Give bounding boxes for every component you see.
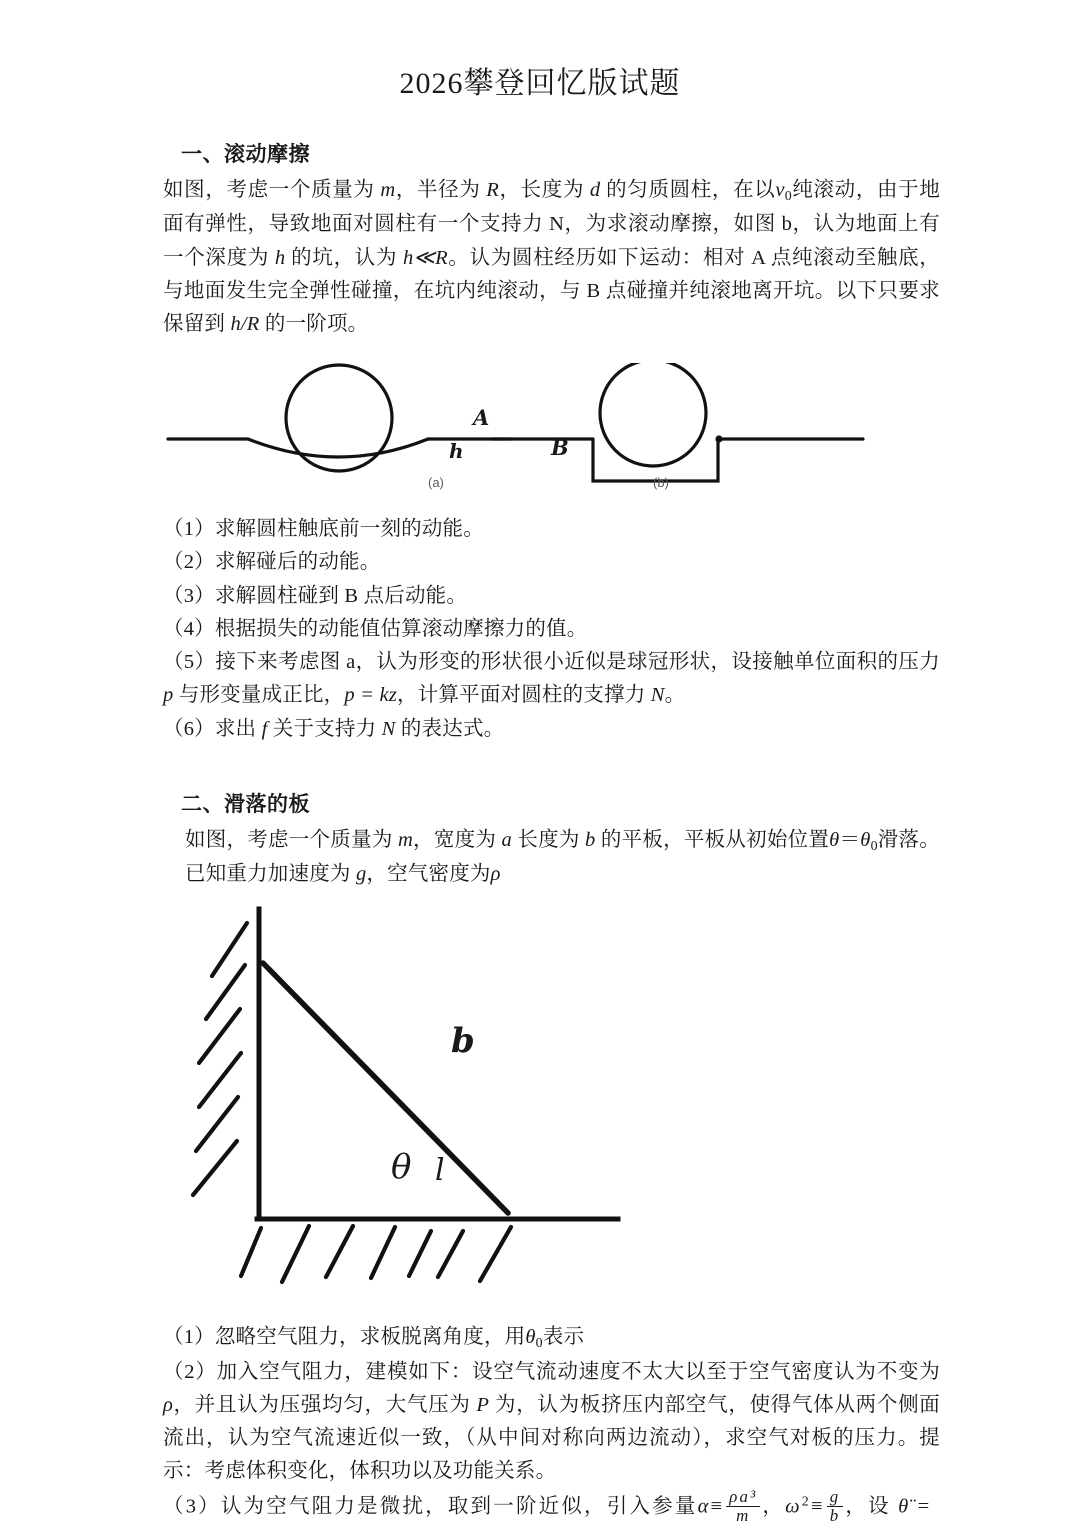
- var-theta-double-dot: θ̈: [898, 1495, 911, 1518]
- question-1-6: [163, 713, 940, 746]
- var-v0: v: [775, 179, 785, 201]
- var-rho: ρ: [490, 863, 501, 886]
- var-m-plate: m: [397, 828, 413, 851]
- q2-3-comma-1: ，: [762, 1495, 786, 1518]
- s1-text-2: ，半径为: [395, 179, 487, 201]
- var-theta: θ: [829, 828, 840, 851]
- section-heading-sliding-plate: 二、滑落的板: [181, 791, 310, 816]
- equiv-sign-1: ≡: [710, 1495, 725, 1518]
- s2-text-4: 的平板，平板从初始位置: [595, 828, 830, 851]
- s1-text-3: ，长度为: [499, 179, 590, 201]
- question-2-1: [163, 1321, 940, 1355]
- var-theta0-q1: θ: [525, 1326, 536, 1349]
- s1-text-5: 纯滚动，由于地面有弹性，导致地面对圆柱有一个支持力: [163, 179, 941, 236]
- document-body: [0, 138, 1080, 1526]
- question-2-3: [163, 1486, 940, 1526]
- var-theta0: θ: [860, 828, 871, 851]
- var-N-force: N: [381, 717, 396, 740]
- var-theta0-q1-subscript: 0: [535, 1336, 543, 1352]
- q5-text-a: （5）接下来考虑图 a，认为形变的形状很小近似是球冠形状，设接触单位面积的压力: [163, 651, 940, 674]
- figure-rolling-friction: [163, 363, 940, 513]
- section-heading-rolling-friction: 一、滚动摩擦: [181, 142, 310, 166]
- figure-label-b-length: b: [451, 1021, 475, 1062]
- var-b-length: b: [584, 828, 596, 851]
- var-N: N: [549, 213, 565, 236]
- figure-label-A: A: [473, 405, 490, 431]
- s1-text-4: 的匀质圆柱，在以: [600, 179, 776, 201]
- s2-text-2: ，宽度为: [413, 828, 502, 851]
- fraction-denominator-2: b: [829, 1505, 841, 1525]
- figure-caption-a: (a): [428, 475, 444, 491]
- q2-2-text-c: 为，认为板挤压内部空气，使得气体从两个侧面流出，认为空气流速近似一致，（从中间对称向两边流动），求空气对板的压力。提示：考虑体积变化，体积功以及功能关系。: [163, 1394, 940, 1483]
- var-omega: ω: [785, 1495, 802, 1518]
- figure-label-B: B: [551, 435, 569, 461]
- var-theta0-subscript: 0: [870, 838, 878, 854]
- var-g: g: [355, 863, 367, 886]
- q5-text-d: 。: [664, 684, 686, 707]
- var-h-over-R: h/R: [230, 313, 260, 336]
- fraction-numerator: ρa³: [726, 1488, 760, 1507]
- s1-text-8: 。认为圆柱经历如下运动：相对 A 点纯滚动至触底，与地面发生完全弹性碰撞，在坑内纯滚动，与 B 点碰撞并纯滚地离开坑。以下只要求保留到: [163, 246, 940, 336]
- s1-text-9: 的一阶项。: [259, 313, 369, 336]
- s2-text-5: ＝: [839, 828, 861, 851]
- section2-question-list: [163, 1321, 940, 1526]
- question-1-4: （4）根据损失的动能值估算滚动摩擦力的值。: [163, 617, 588, 640]
- figure-label-theta: θ: [391, 1147, 412, 1188]
- q2-2-text-b: ，并且认为压强均匀，大气压为: [173, 1394, 477, 1417]
- q2-1-text-b: 表示: [542, 1326, 585, 1349]
- q2-2-text-a: （2）加入空气阻力，建模如下：设空气流动速度不太大以至于空气密度认为不变为: [163, 1360, 940, 1383]
- var-h: h: [274, 246, 286, 269]
- q6-text-a: （6）求出: [163, 717, 262, 740]
- var-omega-superscript: 2: [801, 1494, 811, 1510]
- q2-3-text-a: （3）认为空气阻力是微扰，取到一阶近似，引入参量: [163, 1495, 698, 1518]
- fraction-numerator-2: g: [827, 1488, 844, 1507]
- ground-hatching: [241, 1226, 511, 1282]
- wall-hatching: [193, 923, 247, 1195]
- q2-1-text-a: （1）忽略空气阻力，求板脱离角度，用: [163, 1326, 526, 1349]
- s2-text-6: 滑落。已知重力加速度为: [185, 828, 941, 886]
- q5-text-c: ，计算平面对圆柱的支撑力: [397, 684, 651, 707]
- q6-text-b: 关于支持力: [267, 717, 382, 740]
- q6-text-c: 的表达式。: [395, 717, 505, 740]
- var-P-pressure: P: [476, 1394, 490, 1417]
- var-alpha: α: [697, 1495, 711, 1518]
- figure-caption-b: (b): [653, 475, 669, 491]
- figure-label-h: h: [449, 439, 464, 464]
- q2-3-equals: =: [910, 1495, 932, 1518]
- var-h-ll-R: h≪R: [403, 246, 448, 269]
- var-N-support: N: [650, 684, 665, 707]
- s2-text-1: 如图，考虑一个质量为: [185, 828, 398, 851]
- question-1-2: （2）求解碰后的动能。: [163, 551, 381, 574]
- question-1-3: （3）求解圆柱碰到 B 点后动能。: [163, 584, 468, 607]
- question-1-5: [163, 646, 940, 712]
- var-m: m: [380, 179, 396, 201]
- figure-label-l: l: [435, 1153, 445, 1189]
- s1-text-1: 如图，考虑一个质量为: [163, 179, 381, 201]
- section1-intro-paragraph: [163, 174, 940, 341]
- s2-text-7: ，空气密度为: [366, 863, 491, 886]
- figure-rolling-friction-svg: [163, 363, 943, 491]
- question-1-1: （1）求解圆柱触底前一刻的动能。: [163, 518, 484, 541]
- var-f: f: [261, 717, 268, 740]
- var-a-width: a: [501, 828, 512, 851]
- equation-p-kz: p = kz: [344, 684, 398, 707]
- figure-b-group: [493, 363, 863, 481]
- question-2-2: [163, 1356, 940, 1489]
- s2-text-3: 长度为: [511, 828, 585, 851]
- q2-3-comma-2: ，设: [845, 1495, 899, 1518]
- fraction-g-over-b: [827, 1488, 844, 1525]
- var-p: p: [163, 684, 174, 707]
- var-rho-q2: ρ: [163, 1394, 174, 1417]
- var-d: d: [589, 179, 601, 201]
- fraction-denominator: m: [736, 1505, 751, 1525]
- section1-question-list: [163, 513, 940, 745]
- figure-sliding-plate-svg: [163, 901, 943, 1316]
- page-title: 2026攀登回忆版试题: [399, 67, 681, 100]
- q5-text-b: 与形变量成正比，: [173, 684, 345, 707]
- figure-sliding-plate: [163, 901, 940, 1321]
- s1-text-6: ，为求滚动摩擦，如图 b，认为地面上有一个深度为: [163, 213, 940, 269]
- section2-intro-paragraph: [163, 824, 940, 892]
- var-v0-subscript: 0: [784, 188, 792, 204]
- var-R: R: [486, 179, 500, 201]
- fraction-rho-a3-over-m: [726, 1488, 760, 1525]
- s1-text-7: 的坑，认为: [285, 246, 404, 269]
- equiv-sign-2: ≡: [810, 1495, 825, 1518]
